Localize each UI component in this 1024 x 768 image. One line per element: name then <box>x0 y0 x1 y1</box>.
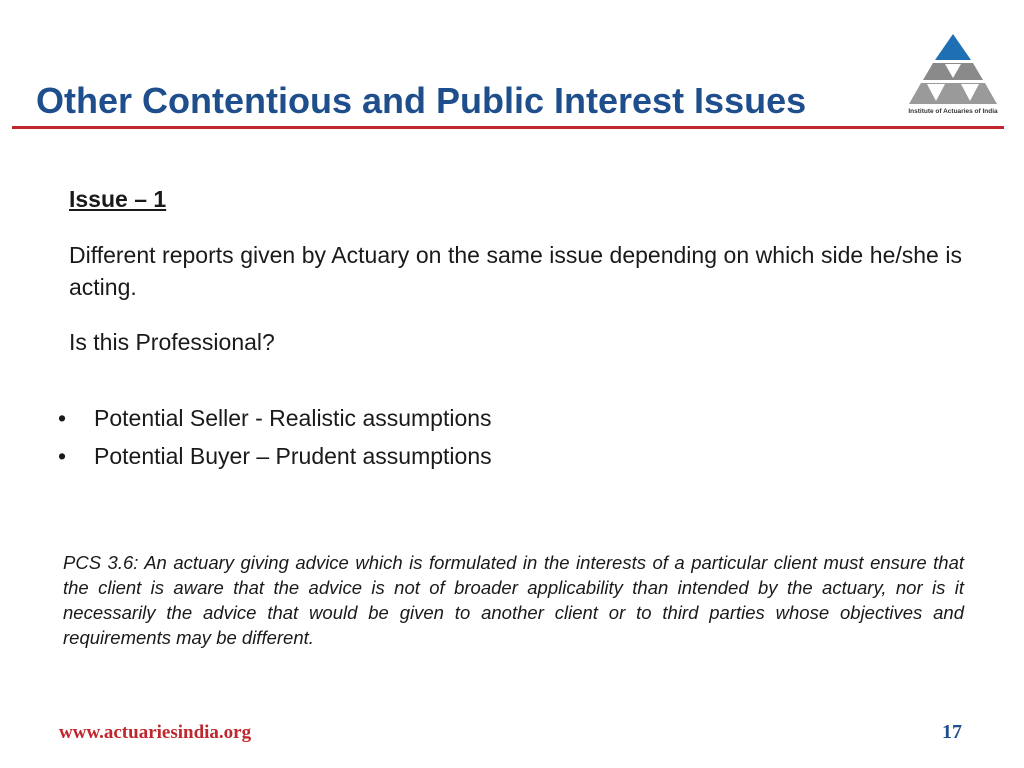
bullet-text: Potential Seller - Realistic assumptions <box>94 405 492 431</box>
issue-description: Different reports given by Actuary on the same issue depending on which side he/she is acting. <box>69 242 962 300</box>
page-number: 17 <box>942 721 962 743</box>
institute-logo <box>893 30 1013 126</box>
institute-of-actuaries-of-india-logo-icon <box>905 30 1001 108</box>
bullet-dot-icon: • <box>58 405 67 431</box>
bullet-text: Potential Buyer – Prudent assumptions <box>94 443 492 469</box>
title-divider <box>12 126 1004 129</box>
footer-website-link[interactable]: www.actuariesindia.org <box>59 722 252 743</box>
bullet-item <box>58 402 492 440</box>
bullet-dot-icon: • <box>58 443 67 469</box>
bullet-item <box>58 440 492 478</box>
logo-caption: Institute of Actuaries of India <box>908 108 998 115</box>
pcs-note: PCS 3.6: An actuary giving advice which is formulated in the interests of a particular client must ensure that the client is aware that the advice is not of broader applicability than intended by the actuary, nor is it necessarily the advice that would be given to another client or to third parties whose objectives and requirements may be different. <box>63 552 964 648</box>
assumption-bullet-list <box>58 402 492 478</box>
issue-heading: Issue – 1 <box>69 186 167 212</box>
slide-title: Other Contentious and Public Interest Issues <box>36 80 807 121</box>
issue-question: Is this Professional? <box>69 329 275 355</box>
